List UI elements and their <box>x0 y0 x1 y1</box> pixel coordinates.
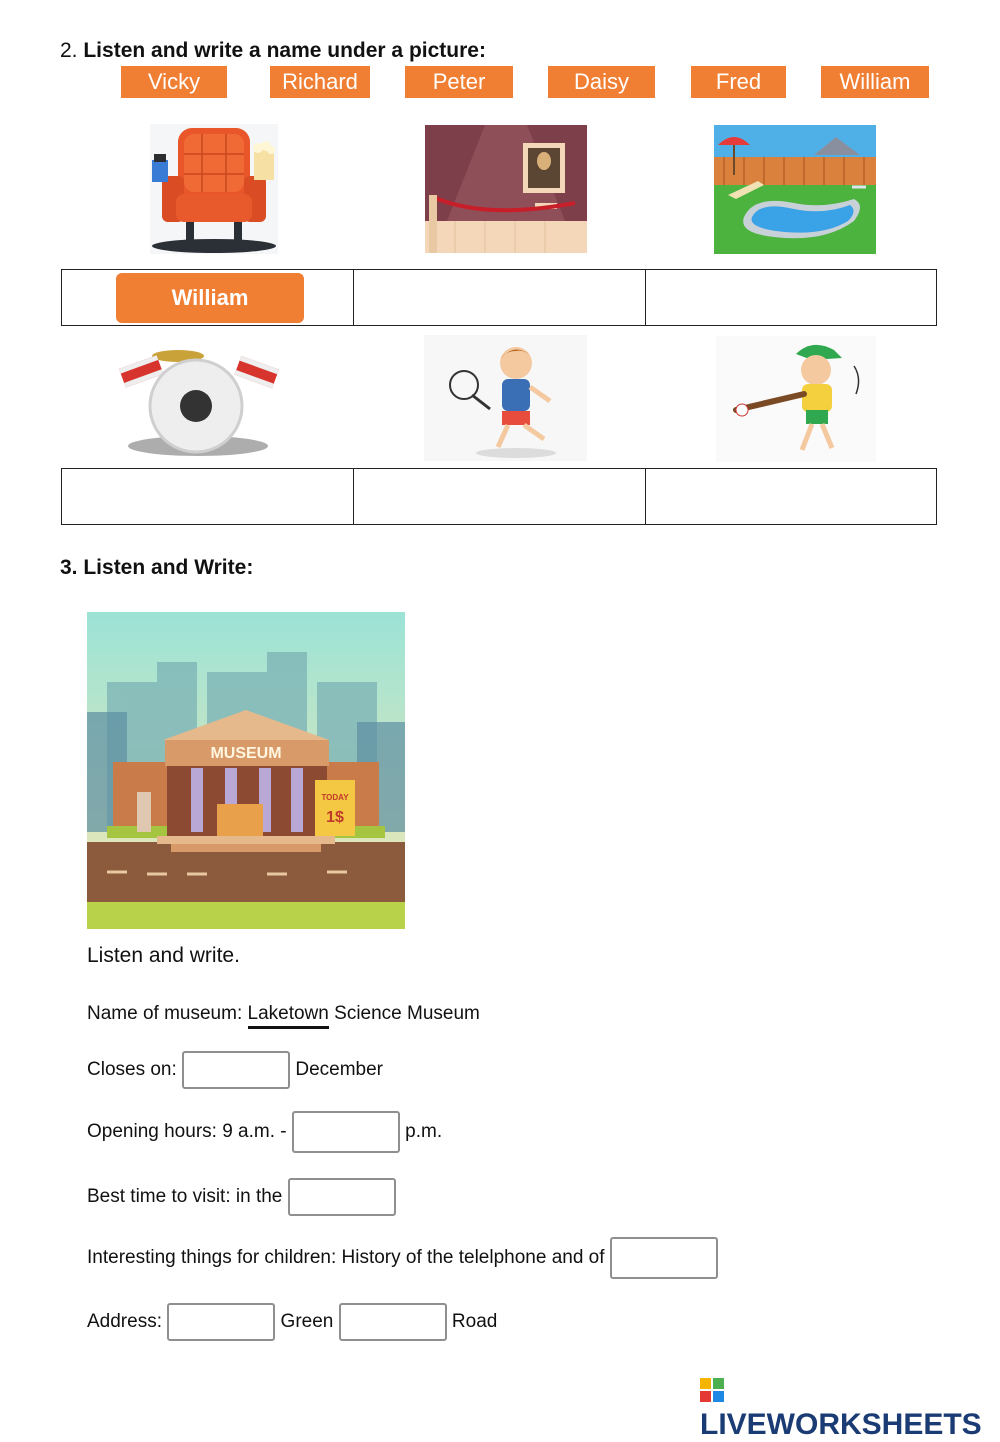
name-chip-peter[interactable]: Peter <box>405 66 513 98</box>
poster-price-text: 1$ <box>326 809 344 826</box>
answer-cell-2[interactable] <box>353 270 646 325</box>
best-time-input[interactable] <box>288 1178 396 1216</box>
section-2-title: 2. Listen and write a name under a picture: <box>60 39 486 62</box>
name-chip-daisy[interactable]: Daisy <box>548 66 655 98</box>
answer-cell-3[interactable] <box>645 270 937 325</box>
answer-row-2 <box>61 468 937 525</box>
tennis-boy-picture <box>424 335 587 461</box>
name-chip-fred[interactable]: Fred <box>691 66 786 98</box>
name-chip-vicky[interactable]: Vicky <box>121 66 227 98</box>
cinema-seat-picture <box>150 124 278 254</box>
answer-cell-6[interactable] <box>645 469 937 524</box>
baseball-boy-picture <box>716 336 876 462</box>
closes-on-input[interactable] <box>182 1051 290 1089</box>
section-3-title: 3. Listen and Write: <box>60 556 254 579</box>
address-street-input[interactable] <box>339 1303 447 1341</box>
drum-kit-picture <box>118 346 280 460</box>
name-chip-richard[interactable]: Richard <box>270 66 370 98</box>
example-answer-chip[interactable]: William <box>116 273 304 323</box>
address-line: Address: Green Road <box>87 1302 497 1342</box>
museum-name-answer: Laketown <box>248 1003 329 1029</box>
interesting-things-input[interactable] <box>610 1237 718 1279</box>
liveworksheets-logo-icon <box>700 1378 724 1402</box>
museum-sign-text: MUSEUM <box>210 745 282 762</box>
museum-picture <box>87 612 405 929</box>
swimming-pool-picture <box>714 125 876 254</box>
closes-on-line: Closes on: December <box>87 1050 383 1090</box>
name-chip-william[interactable]: William <box>821 66 929 98</box>
answer-cell-4[interactable] <box>62 469 353 524</box>
address-number-input[interactable] <box>167 1303 275 1341</box>
opening-hours-line: Opening hours: 9 a.m. - p.m. <box>87 1111 442 1153</box>
museum-name-line: Name of museum: Laketown Science Museum <box>87 1003 480 1029</box>
poster-today-text: TODAY <box>321 793 349 802</box>
gallery-painting-picture <box>425 125 587 253</box>
opening-hours-input[interactable] <box>292 1111 400 1153</box>
interesting-things-line: Interesting things for children: History of the telelphone and of <box>87 1237 718 1279</box>
answer-cell-5[interactable] <box>353 469 646 524</box>
instruction-text: Listen and write. <box>87 944 240 967</box>
liveworksheets-logo: LIVEWORKSHEETS <box>700 1374 1000 1442</box>
best-time-line: Best time to visit: in the <box>87 1177 396 1217</box>
